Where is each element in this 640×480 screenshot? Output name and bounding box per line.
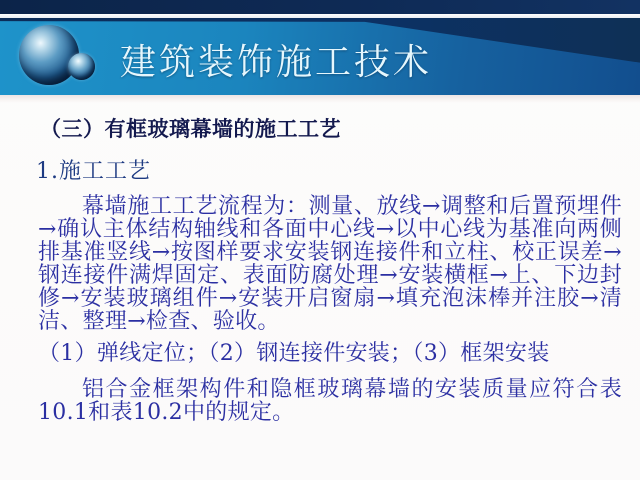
header-top-strip bbox=[0, 0, 640, 14]
course-title: 建筑装饰施工技术 bbox=[120, 42, 433, 83]
slide-body bbox=[0, 103, 640, 480]
header-banner bbox=[0, 18, 640, 97]
subsection-heading: 1.施工工艺 bbox=[36, 159, 151, 184]
section-heading: （三）有框玻璃幕墙的施工工艺 bbox=[40, 116, 341, 141]
process-flow-paragraph: 幕墙施工工艺流程为：测量、放线→调整和后置预埋件→确认主体结构轴线和各面中心线→以中心线为基准向两侧排基准竖线→按图样要求安装钢连接件和立柱、校正误差→钢连接件满焊固定、表面防腐处理→安装横框→上、下边封修→安装玻璃组件→安装开启窗扇→填充泡沫棒并注胶→清洁、整理→检查、验收。 bbox=[38, 194, 622, 334]
banner-bottom-separator bbox=[0, 95, 640, 103]
logo-sphere-large-icon bbox=[19, 25, 79, 85]
steps-list-line: （1）弹线定位；（2）钢连接件安装；（3）框架安装 bbox=[38, 341, 550, 366]
logo-sphere-small-icon bbox=[68, 53, 95, 80]
quality-requirement-paragraph: 铝合金框架构件和隐框玻璃幕墙的安装质量应符合表10.1和表10.2中的规定。 bbox=[38, 377, 622, 425]
